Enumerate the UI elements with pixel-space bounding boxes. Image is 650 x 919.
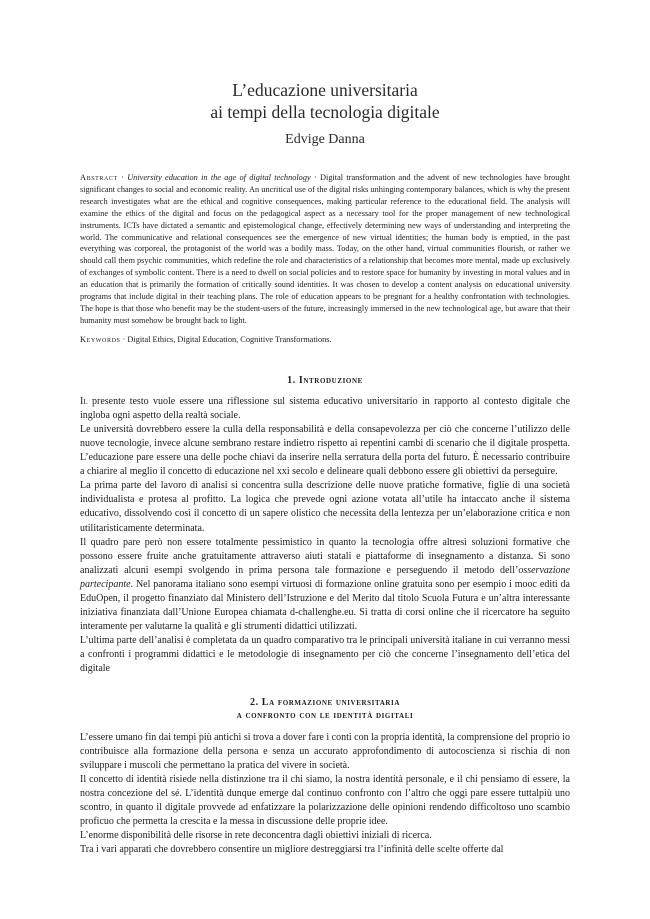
- keywords-text: Digital Ethics, Digital Education, Cognitive Transformations.: [127, 334, 332, 344]
- paper-title-line1: L’educazione universitaria: [232, 80, 418, 100]
- paragraph: Le università dovrebbero essere la culla della responsabilità e della consapevolezza per ciò che concerne l’utilizzo delle nuove tecnologie, invece alcune sembrano restare indietro rispetto ai repentini cambi di scenario che il digitale prospetta. L’educazione pare essere una delle poche chiavi da inserire nella serratura della porta del futuro. È necessario contribuire a chiarire al meglio il concetto di educazione nel xxi secolo e delineare quali debbono essere gli obiettivi da perseguire.: [80, 423, 570, 478]
- paragraph: Tra i vari apparati che dovrebbero consentire un migliore destreggiarsi tra l’infinità delle scelte offerte dal: [80, 844, 504, 856]
- paragraph-text: . Nel panorama italiano sono esempi virtuosi di formazione online gratuita sono per esempio i mooc editi da EduOpen, il progetto finanziato dal Ministero dell’Istruzione e del Merito dal titolo Scuola Futura e un’altra interessante iniziativa finanziata dall’Unione Europea chiamata d-challenghe.eu. Si tratta di corsi online che il ricercatore ha seguito interamente per valutarne la qualità e gli strumenti didattici utilizzati.: [80, 578, 570, 633]
- abstract-label: Abstract: [80, 173, 118, 182]
- paragraph: Il concetto di identità risiede nella distinzione tra il chi siamo, la nostra identità personale, e il chi pensiamo di essere, la nostra concezione del sé. L’identità dunque emerge dal continuo confronto con l’altro che oggi pare essere tuttalpiù uno scontro, in quanto il digitale provvede ad enfatizzare la polarizzazione delle opinioni rendendo difficoltoso uno scambio proficuo che permetta la crescita e la messa in discussione delle proprie idee.: [80, 773, 570, 828]
- paragraph: L’essere umano fin dai tempi più antichi si trova a dover fare i conti con la propria identità, la comprensione del proprio io contribuisce alla formazione della persona e senza un accurato approfondimento di autocoscienza si rischia di non sviluppare i muscoli che permettano la pratica del vivere in società.: [80, 731, 570, 771]
- abstract-block: [80, 172, 570, 327]
- author-name: Edvige Danna: [285, 132, 365, 147]
- keywords-separator: ·: [120, 334, 128, 344]
- keywords-block: [80, 334, 570, 346]
- abstract-text: Digital transformation and the advent of new technologies have brought significant changes to social and economic reality. An uncritical use of the digital risks unhinging contemporary balances, which is why the present research investigates what are the ethical and cognitive consequences, making particular reference to the educational field. The analysis will examine the ethics of the digital and focus on the pedagogical aspect as a necessary tool for the proper management of new technological instruments. ICTs have dictated a semantic and epistemological change, effectively determining new ways of understanding and interpreting the world. The communicative and relational consequences see the emergence of new virtual identities; the human body is emptied, in the past everything was corporeal, the protagonist of the world was a bodily mass. Today, on the other hand, virtual communities flourish, or rather we should call them psychic communities, which redefine the role and characteristics of a relationship that becomes more mental, made up exclusively of exchanges of symbolic content. There is a need to dwell on social policies and to restore space for humanity by investing in moral values and in an education that is primarily the formation of critically sound identities. It was chosen to develop a content analysis on educational university programs that include digital in their teaching plans. The role of education appears to be pregnant for a healthy confrontation with technologies. The hope is that those who benefit may be the student-users of the future, increasingly immersed in the new technological age, but aware that their humanity must somehow be brought back to light.: [80, 173, 570, 325]
- section-heading-introduzione: 1. Introduzione: [287, 374, 363, 386]
- paragraph: La prima parte del lavoro di analisi si concentra sulla descrizione delle nuove pratiche formative, figlie di una società individualista e protesa al profitto. La logica che prevede ogni azione votata all’utile ha intaccato anche il sistema educativo, dissolvendo così il concetto di un sapere olistico che necessita della lentezza per un’elaborazione critica e non utilitaristicamente determinata.: [80, 480, 570, 534]
- paragraph-text: presente testo vuole essere una riflessione sul sistema educativo universitario in rapporto al contesto digitale che ingloba ogni aspetto della realtà sociale.: [80, 395, 570, 421]
- paragraph: [80, 395, 570, 423]
- keywords-label: Keywords: [80, 334, 121, 344]
- paragraph: L’ultima parte dell’analisi è completata da un quadro comparativo tra le principali università italiane in cui verranno messi a confronti i programmi didattici e le metodologie di insegnamento per ciò che concerne l’insegnamento dell’etica del digitale: [80, 635, 570, 675]
- abstract-title: University education in the age of digital technology: [127, 173, 311, 182]
- paragraph-text: Il quadro pare però non essere totalmente pessimistico in quanto la tecnologia offre altresì soluzioni formative che possono essere fruite anche gratuitamente attraverso aiuti statali e piattaforme di insegnamento a distanza. Si sono analizzati alcuni esempi svolgendo in prima persona tale formazione e perseguendo il metodo dell’: [80, 536, 570, 576]
- section-body-formazione: [80, 731, 570, 858]
- abstract-separator: ·: [117, 173, 128, 182]
- section-body-introduzione: [80, 395, 570, 677]
- section-heading-line2: a confronto con le identità digitali: [236, 709, 414, 721]
- paper-title-line2: ai tempi della tecnologia digitale: [210, 102, 440, 122]
- paragraph: [80, 536, 570, 635]
- section-heading-line1: 2. La formazione universitaria: [250, 696, 400, 708]
- paper-title: [80, 0, 570, 123]
- abstract-separator: ·: [310, 173, 321, 182]
- paragraph: L’enorme disponibilità delle risorse in rete deconcentra dagli obiettivi iniziali di ricerca.: [80, 830, 432, 842]
- section-heading-formazione: [80, 696, 570, 722]
- drop-word: Il: [80, 395, 88, 407]
- emphasis-text: osservazione partecipante: [80, 564, 570, 590]
